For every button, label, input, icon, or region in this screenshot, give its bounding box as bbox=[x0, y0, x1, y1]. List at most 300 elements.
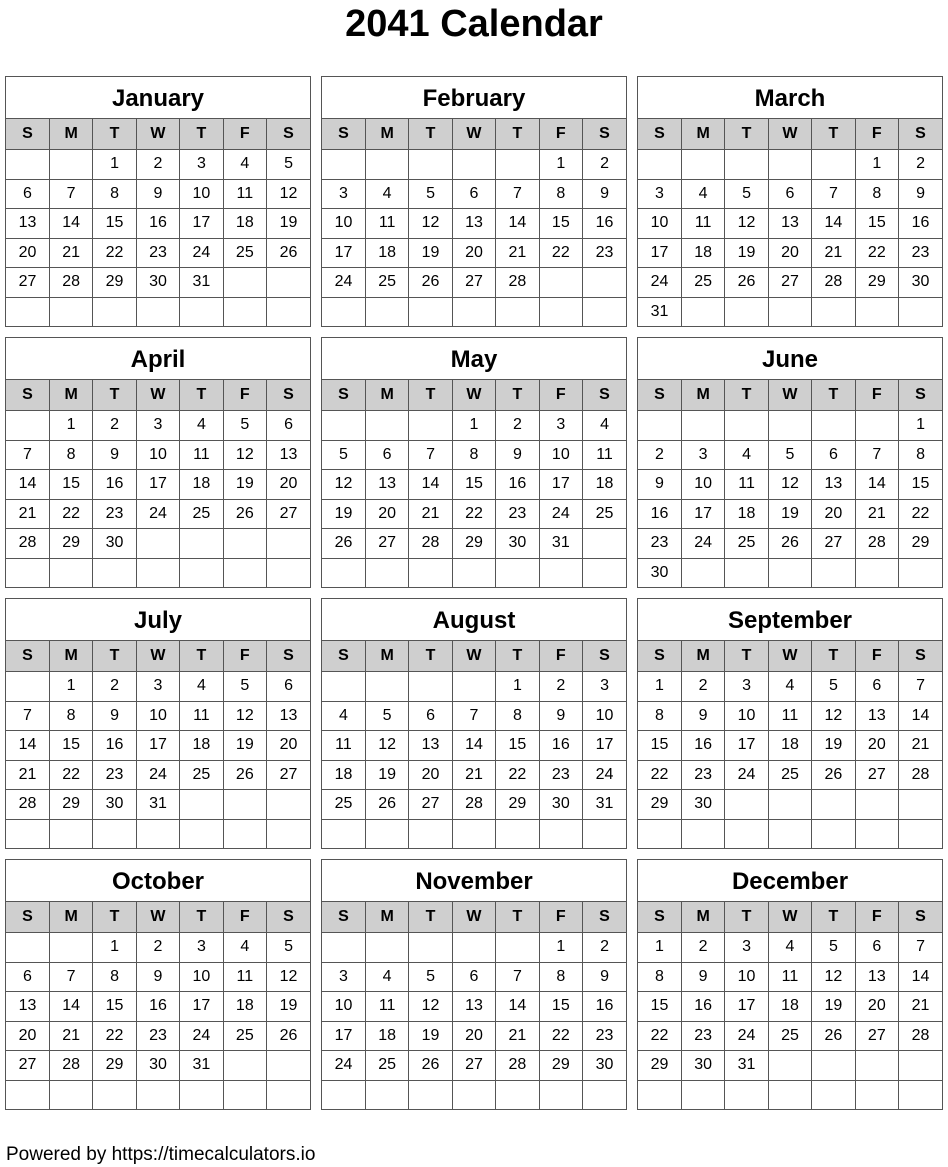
day-cell: 19 bbox=[223, 731, 266, 761]
week-row bbox=[6, 933, 310, 963]
day-cell bbox=[681, 411, 724, 441]
month-table bbox=[322, 119, 626, 326]
day-cell: 9 bbox=[136, 179, 179, 209]
day-cell bbox=[768, 150, 811, 180]
day-cell: 17 bbox=[725, 731, 768, 761]
day-cell: 13 bbox=[409, 731, 452, 761]
day-cell bbox=[223, 529, 266, 559]
weekday-row bbox=[6, 641, 310, 672]
day-cell: 15 bbox=[496, 731, 539, 761]
day-cell: 22 bbox=[93, 238, 136, 268]
footer-credit: Powered by https://timecalculators.io bbox=[6, 1144, 316, 1165]
weekday-row bbox=[322, 380, 626, 411]
weekday-label: S bbox=[638, 902, 681, 933]
day-cell bbox=[812, 411, 855, 441]
day-cell: 4 bbox=[725, 440, 768, 470]
day-cell: 7 bbox=[49, 962, 92, 992]
day-cell bbox=[223, 297, 266, 326]
day-cell: 4 bbox=[365, 179, 408, 209]
day-cell: 9 bbox=[583, 179, 626, 209]
day-cell: 14 bbox=[49, 992, 92, 1022]
weekday-label: T bbox=[496, 902, 539, 933]
week-row bbox=[638, 933, 942, 963]
day-cell: 2 bbox=[136, 150, 179, 180]
day-cell: 10 bbox=[725, 701, 768, 731]
day-cell: 25 bbox=[365, 1051, 408, 1081]
day-cell: 19 bbox=[267, 992, 310, 1022]
day-cell bbox=[322, 150, 365, 180]
weekday-label: M bbox=[365, 380, 408, 411]
day-cell bbox=[6, 819, 49, 848]
day-cell: 2 bbox=[136, 933, 179, 963]
month-september bbox=[637, 598, 943, 849]
day-cell: 1 bbox=[49, 411, 92, 441]
day-cell: 28 bbox=[6, 790, 49, 820]
day-cell: 20 bbox=[365, 499, 408, 529]
week-row bbox=[322, 470, 626, 500]
day-cell bbox=[49, 819, 92, 848]
months-grid bbox=[5, 76, 943, 1110]
day-cell: 1 bbox=[93, 150, 136, 180]
month-name: June bbox=[638, 338, 942, 380]
day-cell: 21 bbox=[49, 238, 92, 268]
day-cell: 5 bbox=[267, 150, 310, 180]
day-cell: 30 bbox=[93, 529, 136, 559]
day-cell: 23 bbox=[583, 1021, 626, 1051]
weekday-label: M bbox=[49, 119, 92, 150]
month-january bbox=[5, 76, 311, 327]
day-cell bbox=[681, 819, 724, 848]
day-cell: 6 bbox=[812, 440, 855, 470]
day-cell: 3 bbox=[322, 962, 365, 992]
month-name: August bbox=[322, 599, 626, 641]
day-cell bbox=[496, 819, 539, 848]
day-cell: 30 bbox=[136, 268, 179, 298]
weekday-label: S bbox=[583, 902, 626, 933]
day-cell: 14 bbox=[452, 731, 495, 761]
week-row bbox=[6, 790, 310, 820]
week-row bbox=[638, 1051, 942, 1081]
day-cell: 12 bbox=[365, 731, 408, 761]
day-cell: 26 bbox=[409, 1051, 452, 1081]
week-row bbox=[6, 297, 310, 326]
week-row bbox=[6, 209, 310, 239]
day-cell: 7 bbox=[899, 933, 942, 963]
week-row bbox=[6, 1051, 310, 1081]
day-cell: 11 bbox=[725, 470, 768, 500]
day-cell: 12 bbox=[409, 992, 452, 1022]
day-cell: 18 bbox=[180, 470, 223, 500]
day-cell bbox=[267, 819, 310, 848]
month-table bbox=[638, 641, 942, 848]
day-cell: 21 bbox=[496, 238, 539, 268]
week-row bbox=[6, 558, 310, 587]
month-february bbox=[321, 76, 627, 327]
day-cell: 28 bbox=[496, 1051, 539, 1081]
day-cell: 30 bbox=[899, 268, 942, 298]
day-cell: 16 bbox=[583, 209, 626, 239]
week-row bbox=[6, 179, 310, 209]
day-cell bbox=[539, 268, 582, 298]
day-cell bbox=[267, 558, 310, 587]
day-cell: 10 bbox=[583, 701, 626, 731]
weekday-label: T bbox=[725, 641, 768, 672]
day-cell: 26 bbox=[768, 529, 811, 559]
day-cell bbox=[180, 529, 223, 559]
day-cell: 13 bbox=[365, 470, 408, 500]
day-cell bbox=[6, 150, 49, 180]
day-cell: 3 bbox=[725, 933, 768, 963]
day-cell: 13 bbox=[267, 440, 310, 470]
day-cell: 6 bbox=[365, 440, 408, 470]
week-row bbox=[6, 268, 310, 298]
weekday-label: S bbox=[322, 380, 365, 411]
week-row bbox=[638, 499, 942, 529]
day-cell bbox=[322, 672, 365, 702]
day-cell bbox=[49, 297, 92, 326]
day-cell: 17 bbox=[136, 470, 179, 500]
day-cell bbox=[223, 268, 266, 298]
week-row bbox=[6, 701, 310, 731]
week-row bbox=[6, 440, 310, 470]
day-cell: 20 bbox=[6, 238, 49, 268]
day-cell bbox=[223, 819, 266, 848]
day-cell bbox=[539, 558, 582, 587]
day-cell: 23 bbox=[638, 529, 681, 559]
day-cell: 26 bbox=[267, 1021, 310, 1051]
day-cell: 3 bbox=[539, 411, 582, 441]
day-cell: 5 bbox=[768, 440, 811, 470]
day-cell: 18 bbox=[768, 992, 811, 1022]
day-cell: 13 bbox=[6, 209, 49, 239]
day-cell: 20 bbox=[267, 731, 310, 761]
weekday-label: T bbox=[812, 902, 855, 933]
day-cell: 30 bbox=[539, 790, 582, 820]
day-cell bbox=[180, 1080, 223, 1109]
day-cell bbox=[93, 1080, 136, 1109]
day-cell: 16 bbox=[899, 209, 942, 239]
weekday-label: T bbox=[180, 902, 223, 933]
day-cell bbox=[6, 933, 49, 963]
week-row bbox=[322, 1080, 626, 1109]
day-cell bbox=[365, 819, 408, 848]
day-cell: 19 bbox=[768, 499, 811, 529]
weekday-row bbox=[322, 119, 626, 150]
day-cell: 13 bbox=[768, 209, 811, 239]
weekday-label: S bbox=[638, 380, 681, 411]
day-cell bbox=[899, 790, 942, 820]
weekday-label: F bbox=[855, 641, 898, 672]
day-cell: 31 bbox=[136, 790, 179, 820]
weekday-label: T bbox=[409, 119, 452, 150]
weekday-label: F bbox=[855, 380, 898, 411]
day-cell: 26 bbox=[409, 268, 452, 298]
weekday-label: S bbox=[322, 902, 365, 933]
day-cell: 13 bbox=[855, 701, 898, 731]
week-row bbox=[6, 470, 310, 500]
day-cell bbox=[136, 529, 179, 559]
day-cell bbox=[583, 1080, 626, 1109]
day-cell bbox=[496, 558, 539, 587]
week-row bbox=[322, 529, 626, 559]
day-cell: 12 bbox=[223, 701, 266, 731]
day-cell: 25 bbox=[681, 268, 724, 298]
day-cell bbox=[49, 933, 92, 963]
day-cell: 10 bbox=[180, 962, 223, 992]
day-cell: 1 bbox=[452, 411, 495, 441]
day-cell bbox=[409, 558, 452, 587]
day-cell: 2 bbox=[899, 150, 942, 180]
day-cell bbox=[365, 1080, 408, 1109]
day-cell: 24 bbox=[725, 1021, 768, 1051]
day-cell bbox=[136, 819, 179, 848]
day-cell: 6 bbox=[855, 672, 898, 702]
day-cell bbox=[409, 1080, 452, 1109]
month-table bbox=[6, 119, 310, 326]
day-cell: 17 bbox=[583, 731, 626, 761]
month-name: February bbox=[322, 77, 626, 119]
month-name: September bbox=[638, 599, 942, 641]
week-row bbox=[638, 411, 942, 441]
day-cell: 15 bbox=[49, 731, 92, 761]
day-cell: 7 bbox=[496, 962, 539, 992]
month-april bbox=[5, 337, 311, 588]
day-cell: 8 bbox=[539, 179, 582, 209]
page-title: 2041 Calendar bbox=[345, 3, 603, 45]
day-cell: 3 bbox=[136, 672, 179, 702]
day-cell bbox=[855, 297, 898, 326]
day-cell: 19 bbox=[725, 238, 768, 268]
weekday-label: M bbox=[49, 902, 92, 933]
day-cell bbox=[267, 297, 310, 326]
day-cell: 18 bbox=[725, 499, 768, 529]
day-cell bbox=[855, 1080, 898, 1109]
week-row bbox=[638, 731, 942, 761]
weekday-label: S bbox=[583, 380, 626, 411]
day-cell bbox=[365, 411, 408, 441]
day-cell bbox=[93, 558, 136, 587]
day-cell: 21 bbox=[6, 760, 49, 790]
week-row bbox=[6, 731, 310, 761]
day-cell bbox=[409, 933, 452, 963]
day-cell: 30 bbox=[583, 1051, 626, 1081]
week-row bbox=[638, 1080, 942, 1109]
day-cell: 18 bbox=[681, 238, 724, 268]
weekday-label: T bbox=[93, 119, 136, 150]
weekday-label: T bbox=[496, 119, 539, 150]
month-december bbox=[637, 859, 943, 1110]
day-cell: 19 bbox=[409, 238, 452, 268]
day-cell: 6 bbox=[267, 672, 310, 702]
day-cell bbox=[322, 933, 365, 963]
day-cell: 25 bbox=[768, 1021, 811, 1051]
day-cell bbox=[452, 150, 495, 180]
day-cell: 27 bbox=[267, 760, 310, 790]
day-cell: 12 bbox=[409, 209, 452, 239]
day-cell: 9 bbox=[496, 440, 539, 470]
weekday-label: S bbox=[899, 380, 942, 411]
day-cell bbox=[365, 672, 408, 702]
day-cell: 30 bbox=[681, 790, 724, 820]
day-cell bbox=[49, 1080, 92, 1109]
weekday-label: M bbox=[365, 902, 408, 933]
day-cell: 10 bbox=[539, 440, 582, 470]
day-cell: 1 bbox=[638, 933, 681, 963]
weekday-label: S bbox=[583, 119, 626, 150]
day-cell: 8 bbox=[899, 440, 942, 470]
day-cell: 26 bbox=[365, 790, 408, 820]
day-cell: 28 bbox=[496, 268, 539, 298]
day-cell bbox=[267, 268, 310, 298]
weekday-label: T bbox=[725, 380, 768, 411]
weekday-label: F bbox=[223, 380, 266, 411]
day-cell: 25 bbox=[583, 499, 626, 529]
week-row bbox=[6, 238, 310, 268]
day-cell: 11 bbox=[223, 179, 266, 209]
day-cell: 14 bbox=[409, 470, 452, 500]
week-row bbox=[638, 760, 942, 790]
weekday-label: T bbox=[725, 902, 768, 933]
day-cell: 22 bbox=[496, 760, 539, 790]
day-cell: 9 bbox=[539, 701, 582, 731]
week-row bbox=[322, 411, 626, 441]
month-june bbox=[637, 337, 943, 588]
day-cell: 3 bbox=[180, 933, 223, 963]
day-cell bbox=[768, 558, 811, 587]
week-row bbox=[6, 499, 310, 529]
weekday-label: F bbox=[855, 119, 898, 150]
day-cell: 27 bbox=[855, 1021, 898, 1051]
day-cell: 21 bbox=[452, 760, 495, 790]
day-cell bbox=[768, 1080, 811, 1109]
day-cell: 29 bbox=[93, 1051, 136, 1081]
day-cell: 24 bbox=[681, 529, 724, 559]
weekday-label: T bbox=[725, 119, 768, 150]
day-cell: 7 bbox=[452, 701, 495, 731]
day-cell: 4 bbox=[180, 672, 223, 702]
day-cell: 21 bbox=[899, 731, 942, 761]
day-cell bbox=[180, 297, 223, 326]
week-row bbox=[638, 297, 942, 326]
day-cell bbox=[93, 819, 136, 848]
day-cell: 1 bbox=[638, 672, 681, 702]
day-cell: 16 bbox=[681, 731, 724, 761]
day-cell: 19 bbox=[409, 1021, 452, 1051]
day-cell: 6 bbox=[452, 962, 495, 992]
weekday-label: F bbox=[223, 119, 266, 150]
weekday-label: S bbox=[322, 641, 365, 672]
day-cell: 17 bbox=[539, 470, 582, 500]
weekday-label: S bbox=[267, 641, 310, 672]
day-cell: 4 bbox=[583, 411, 626, 441]
day-cell: 11 bbox=[681, 209, 724, 239]
day-cell bbox=[180, 558, 223, 587]
day-cell: 31 bbox=[539, 529, 582, 559]
day-cell: 3 bbox=[638, 179, 681, 209]
day-cell: 16 bbox=[136, 992, 179, 1022]
day-cell: 11 bbox=[180, 701, 223, 731]
day-cell: 30 bbox=[496, 529, 539, 559]
day-cell: 27 bbox=[365, 529, 408, 559]
day-cell: 9 bbox=[93, 701, 136, 731]
day-cell: 1 bbox=[899, 411, 942, 441]
day-cell: 17 bbox=[725, 992, 768, 1022]
day-cell bbox=[223, 1051, 266, 1081]
day-cell: 14 bbox=[496, 992, 539, 1022]
week-row bbox=[638, 150, 942, 180]
day-cell: 18 bbox=[223, 992, 266, 1022]
day-cell bbox=[638, 1080, 681, 1109]
day-cell bbox=[812, 790, 855, 820]
day-cell bbox=[899, 297, 942, 326]
day-cell: 27 bbox=[452, 1051, 495, 1081]
week-row bbox=[638, 1021, 942, 1051]
day-cell bbox=[768, 1051, 811, 1081]
day-cell: 31 bbox=[180, 268, 223, 298]
day-cell: 27 bbox=[452, 268, 495, 298]
day-cell: 10 bbox=[322, 209, 365, 239]
day-cell: 18 bbox=[583, 470, 626, 500]
day-cell bbox=[6, 672, 49, 702]
day-cell bbox=[496, 297, 539, 326]
day-cell: 16 bbox=[638, 499, 681, 529]
day-cell: 21 bbox=[496, 1021, 539, 1051]
day-cell bbox=[49, 558, 92, 587]
day-cell: 4 bbox=[365, 962, 408, 992]
day-cell: 31 bbox=[638, 297, 681, 326]
day-cell: 7 bbox=[496, 179, 539, 209]
weekday-label: T bbox=[93, 641, 136, 672]
month-name: November bbox=[322, 860, 626, 902]
weekday-label: S bbox=[638, 641, 681, 672]
day-cell: 24 bbox=[539, 499, 582, 529]
day-cell bbox=[812, 1080, 855, 1109]
weekday-label: W bbox=[452, 380, 495, 411]
day-cell: 31 bbox=[583, 790, 626, 820]
day-cell bbox=[322, 297, 365, 326]
day-cell: 24 bbox=[322, 268, 365, 298]
day-cell: 5 bbox=[725, 179, 768, 209]
day-cell: 27 bbox=[768, 268, 811, 298]
weekday-label: T bbox=[496, 380, 539, 411]
week-row bbox=[322, 238, 626, 268]
day-cell: 21 bbox=[409, 499, 452, 529]
weekday-label: S bbox=[267, 902, 310, 933]
day-cell: 4 bbox=[223, 933, 266, 963]
week-row bbox=[322, 440, 626, 470]
day-cell: 30 bbox=[681, 1051, 724, 1081]
day-cell bbox=[583, 819, 626, 848]
weekday-label: T bbox=[812, 119, 855, 150]
day-cell bbox=[812, 1051, 855, 1081]
day-cell bbox=[409, 150, 452, 180]
day-cell: 7 bbox=[812, 179, 855, 209]
day-cell bbox=[452, 672, 495, 702]
month-name: May bbox=[322, 338, 626, 380]
day-cell: 17 bbox=[638, 238, 681, 268]
day-cell: 16 bbox=[681, 992, 724, 1022]
day-cell: 24 bbox=[136, 499, 179, 529]
day-cell bbox=[768, 411, 811, 441]
day-cell bbox=[267, 529, 310, 559]
day-cell: 8 bbox=[452, 440, 495, 470]
month-table bbox=[322, 380, 626, 587]
day-cell bbox=[725, 790, 768, 820]
month-name: December bbox=[638, 860, 942, 902]
day-cell: 12 bbox=[812, 962, 855, 992]
day-cell: 19 bbox=[322, 499, 365, 529]
weekday-row bbox=[322, 902, 626, 933]
